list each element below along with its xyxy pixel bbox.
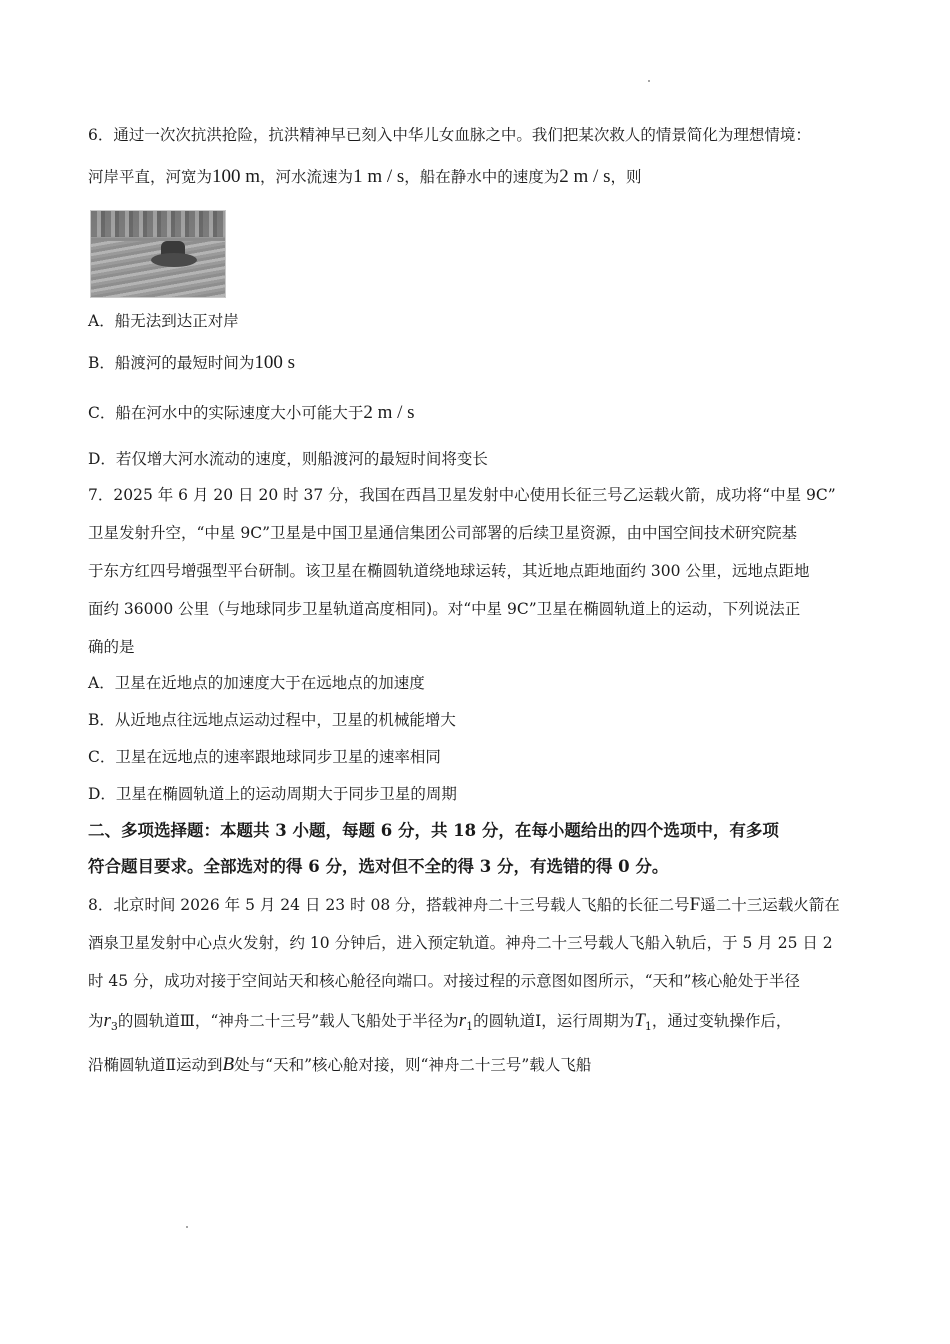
q8-stem-line4: 为$r_3$的圆轨道Ⅲ，“神舟二十三号”载人飞船处于半径为$r_1$的圆轨道Ⅰ，运行周期为$T_1$，通过变轨操作后， xyxy=(88,1010,792,1034)
q7-stem-line3: 于东方红四号增强型平台研制。该卫星在椭圆轨道绕地球运转，其近地点距地面约 300 公里，远地点距地 xyxy=(88,562,810,580)
q8-stem-line1: 8．北京时间 2026 年 5 月 24 日 23 时 08 分，搭载神舟二十三号载人飞船的长征二号F遥二十三运载火箭在 xyxy=(88,894,840,915)
rescue-boat-photo xyxy=(90,210,226,298)
q6-option-c: C．船在河水中的实际速度大小可能大于2 m / s xyxy=(88,402,415,423)
q7-option-c: C．卫星在远地点的速率跟地球同步卫星的速率相同 xyxy=(88,748,441,766)
q6-option-a: A．船无法到达正对岸 xyxy=(88,312,239,330)
section2-heading-line2: 符合题目要求。全部选对的得 6 分，选对但不全的得 3 分，有选错的得 0 分。 xyxy=(88,857,669,876)
q7-option-b: B．从近地点往远地点运动过程中，卫星的机械能增大 xyxy=(88,711,456,729)
scan-dot xyxy=(186,1226,188,1228)
q6-option-d: D．若仅增大河水流动的速度，则船渡河的最短时间将变长 xyxy=(88,450,488,468)
q7-stem-line5: 确的是 xyxy=(88,638,135,656)
q8-stem-line2: 酒泉卫星发射中心点火发射，约 10 分钟后，进入预定轨道。神舟二十三号载人飞船入轨后，于 5 月 25 日 2 xyxy=(88,934,833,952)
q6-boat-speed: 2 m / s xyxy=(559,166,611,187)
q6-option-b: B．船渡河的最短时间为100 s xyxy=(88,352,296,373)
q6-stem-line1: 6．通过一次次抗洪抢险，抗洪精神早已刻入中华儿女血脉之中。我们把某次救人的情景简化为理想情境： xyxy=(88,126,811,144)
q6-stem-line2: 河岸平直，河宽为100 m，河水流速为1 m / s，船在静水中的速度为2 m / s，则 xyxy=(88,166,642,187)
q6-river-width: 100 m xyxy=(212,166,261,187)
scan-dot xyxy=(648,80,650,82)
q8-stem-line3: 时 45 分，成功对接于空间站天和核心舱径向端口。对接过程的示意图如图所示，“天和”核心舱处于半径 xyxy=(88,972,800,990)
q7-stem-line2: 卫星发射升空，“中星 9C”卫星是中国卫星通信集团公司部署的后续卫星资源，由中国空间技术研究院基 xyxy=(88,524,797,542)
q8-stem-line5: 沿椭圆轨道Ⅱ运动到B处与“天和”核心舱对接，则“神舟二十三号”载人飞船 xyxy=(88,1054,592,1075)
q7-stem-line1: 7．2025 年 6 月 20 日 20 时 37 分，我国在西昌卫星发射中心使用长征三号乙运载火箭，成功将“中星 9C” xyxy=(88,486,836,504)
q7-stem-line4: 面约 36000 公里（与地球同步卫星轨道高度相同)。对“中星 9C”卫星在椭圆轨道上的运动，下列说法正 xyxy=(88,600,801,618)
section2-heading-line1: 二、多项选择题：本题共 3 小题，每题 6 分，共 18 分，在每小题给出的四个选项中，有多项 xyxy=(88,821,779,840)
q6-current-speed: 1 m / s xyxy=(353,166,405,187)
q7-option-d: D．卫星在椭圆轨道上的运动周期大于同步卫星的周期 xyxy=(88,785,457,803)
q7-option-a: A．卫星在近地点的加速度大于在远地点的加速度 xyxy=(88,674,425,692)
